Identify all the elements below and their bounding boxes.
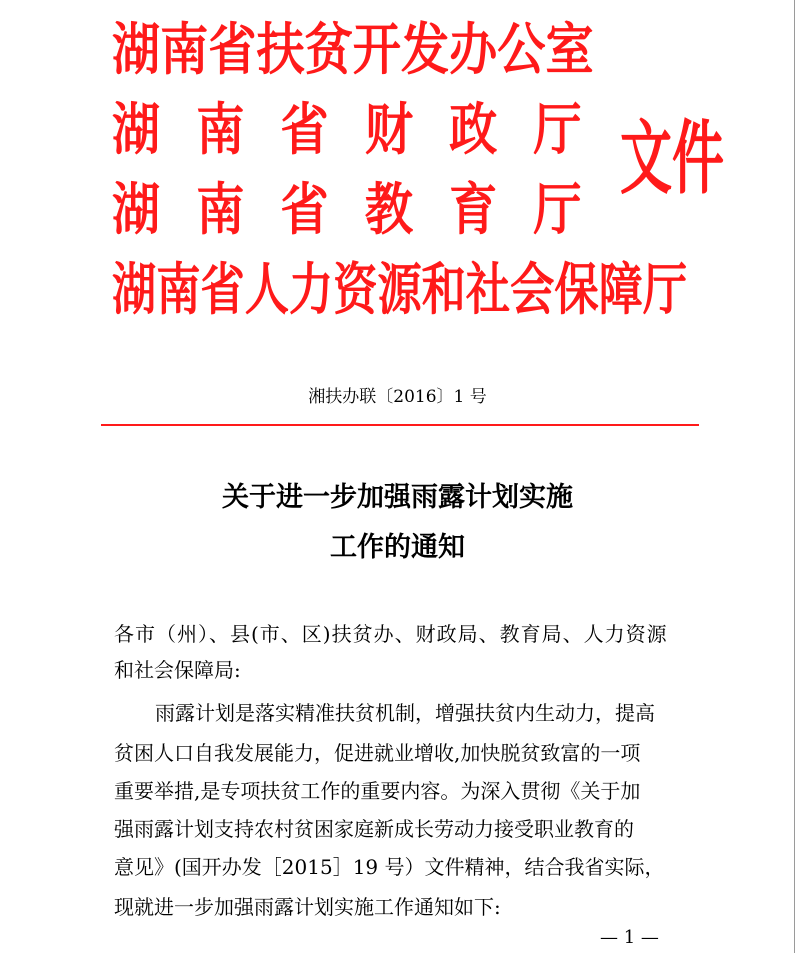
body-paragraph-line: 贫困人口自我发展能力，促进就业增收,加快脱贫致富的一项 <box>114 741 641 765</box>
body-paragraph-line: 雨露计划是落实精准扶贫机制，增强扶贫内生动力，提高 <box>155 701 655 725</box>
issuer-finance-department: 湖南省财政厅 <box>112 98 618 163</box>
body-paragraph-line: 重要举措,是专项扶贫工作的重要内容。为深入贯彻《关于加 <box>114 779 641 803</box>
body-paragraph-line: 现就进一步加强雨露计划实施工作通知如下: <box>114 895 501 919</box>
document-title-line-1: 关于进一步加强雨露计划实施 <box>222 482 573 513</box>
document-type-label: 文件 <box>620 112 724 205</box>
issuer-education-department: 湖南省教育厅 <box>112 178 618 243</box>
addressee-line-1: 各市（州）、县(市、区)扶贫办、财政局、教育局、人力资源 <box>114 622 668 646</box>
issuer-poverty-office: 湖南省扶贫开发办公室 <box>112 18 594 83</box>
body-paragraph-line: 意见》(国开办发［2015］19 号）文件精神，结合我省实际， <box>114 855 665 879</box>
page-number: — 1 — <box>600 927 659 948</box>
addressee-line-2: 和社会保障局: <box>114 658 241 682</box>
issuer-human-resources-department: 湖南省人力资源和社会保障厅 <box>112 258 688 323</box>
document-title-line-2: 工作的通知 <box>330 532 465 563</box>
letterhead-divider <box>101 424 699 426</box>
document-number: 湘扶办联〔2016〕1 号 <box>308 387 487 407</box>
body-paragraph-line: 强雨露计划支持农村贫困家庭新成长劳动力接受职业教育的 <box>114 817 634 841</box>
